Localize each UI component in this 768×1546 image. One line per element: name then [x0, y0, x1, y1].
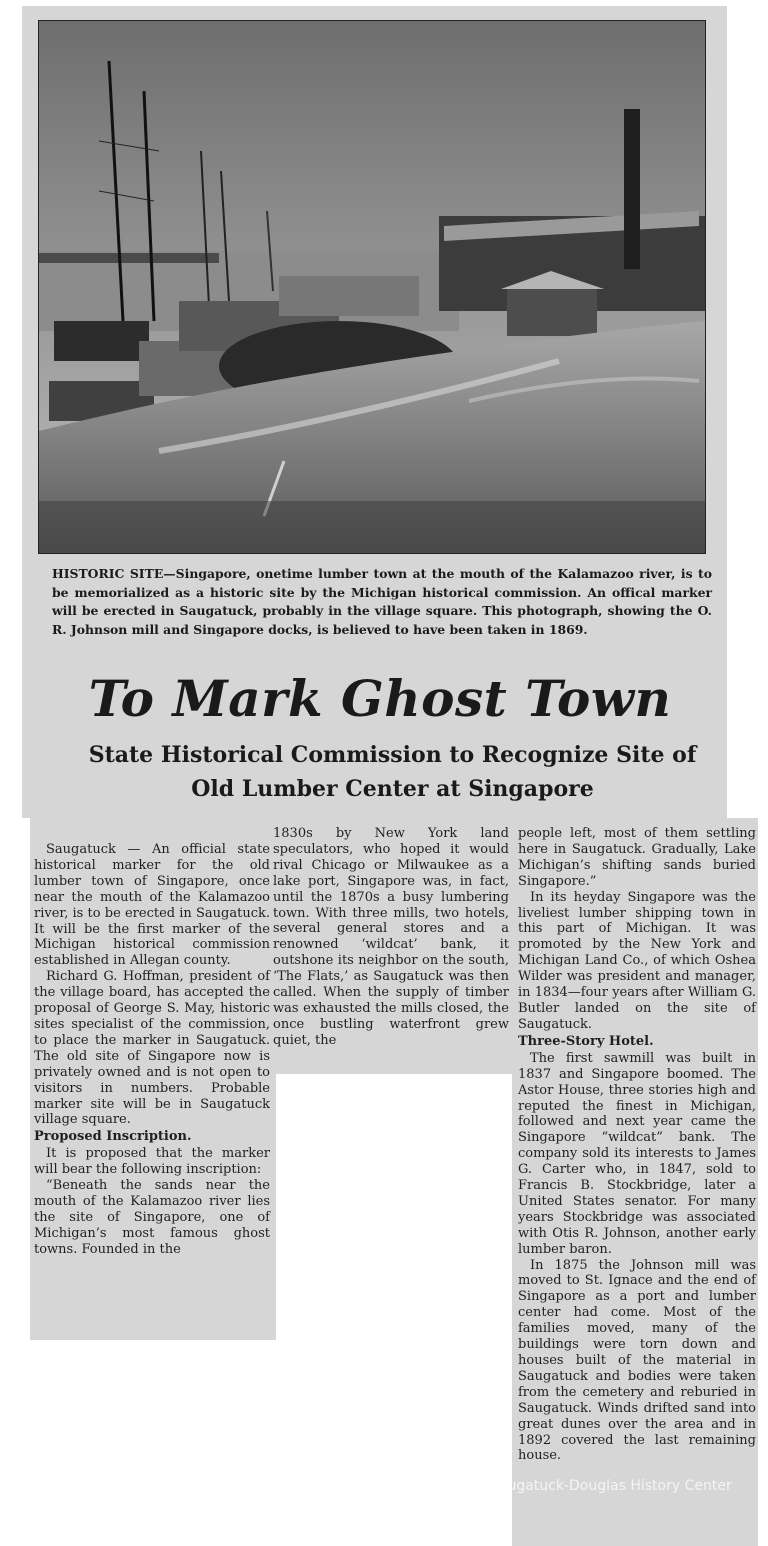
- article-column-left: [34, 842, 270, 1258]
- paragraph: people left, most of them settling here in Saugatuck. Gradually, Lake Michigan’s shifting sands buried Singapore.”: [518, 826, 756, 889]
- photo-caption: HISTORIC SITE—Singapore, onetime lumber town at the mouth of the Kalamazoo river, is to be memorialized as a historic site by the Michigan historical commission. An offical marker will be erected in Saugatuck, probably in the village square. This photograph, showing the O. R. Johnson mill and Singapore docks, is believed to have been taken in 1869.: [52, 566, 712, 637]
- paragraph: Richard G. Hoffman, president of the village board, has accepted the proposal of George S. May, historic sites specialist of the commission, to place the marker in Saugatuck. The old site of Singapore now is privately owned and is not open to visitors in numbers. Probable marker site will be in Saugatuck village square.: [34, 969, 270, 1128]
- subheadline-line-1: State Historical Commission to Recognize Site of: [88, 742, 697, 768]
- paragraph: In its heyday Singapore was the liveliest lumber shipping town in this part of Michigan. It was promoted by the New York and Michigan Land Co., of which Oshea Wilder was president and manager, in 1834—four years after William G. Butler landed on the site of Saugatuck.: [518, 889, 756, 1032]
- paragraph: In 1875 the Johnson mill was moved to St. Ignace and the end of Singapore as a port and lumber center had come. Most of the families moved, many of the buildings were torn down and houses built of the material in Saugatuck and bodies were taken from the cemetery and reburied in Saugatuck. Winds drifted sand into great dunes over the area and in 1892 covered the last remaining house.: [518, 1257, 756, 1464]
- subheadline-line-2: Old Lumber Center at Singapore: [191, 776, 594, 802]
- paragraph: The first sawmill was built in 1837 and Singapore boomed. The Astor House, three stories high and reputed the finest in Michigan, followed and next year came the Singapore “wildcat” bank. The company sold its interests to James G. Carter who, in 1847, sold to Francis B. Stockbridge, later a United States senator. For many years Stockbridge was associated with Otis R. Johnson, another early lumber baron.: [518, 1050, 756, 1257]
- paragraph: 1830s by New York land speculators, who hoped it would rival Chicago or Milwaukee as a lake port, Singapore was, in fact, until the 1870s a busy lumbering town. With three mills, two hotels, several general stores and a renowned ‘wildcat’ bank, it outshone its neighbor on the south, ‘The Flats,’ as Saugatuck was then called. When the supply of timber was exhausted the mills closed, the once bustling waterfront grew quiet, the: [273, 826, 509, 1048]
- paragraph: It is proposed that the marker will bear the following inscription:: [34, 1146, 270, 1178]
- headline: To Mark Ghost Town: [88, 669, 672, 728]
- article-column-right: [518, 826, 756, 1464]
- section-heading: Proposed Inscription.: [34, 1129, 192, 1145]
- paragraph: “Beneath the sands near the mouth of the Kalamazoo river lies the site of Singapore, one of Michigan’s most famous ghost towns. Founded in the: [34, 1178, 270, 1257]
- historic-photo: [38, 20, 706, 554]
- subheadline: [30, 738, 755, 806]
- paragraph: Saugatuck — An official state historical marker for the old lumber town of Singapore, once near the mouth of the Kalamazoo river, is to be erected in Saugatuck. It will be the first marker of the Michigan historical commission established in Allegan county.: [34, 842, 270, 969]
- article-column-middle: [273, 826, 509, 1049]
- archive-watermark: Saugatuck-Douglas History Center: [490, 1478, 732, 1494]
- section-heading: Three-Story Hotel.: [518, 1033, 654, 1049]
- historic-photo-illustration: [39, 21, 705, 553]
